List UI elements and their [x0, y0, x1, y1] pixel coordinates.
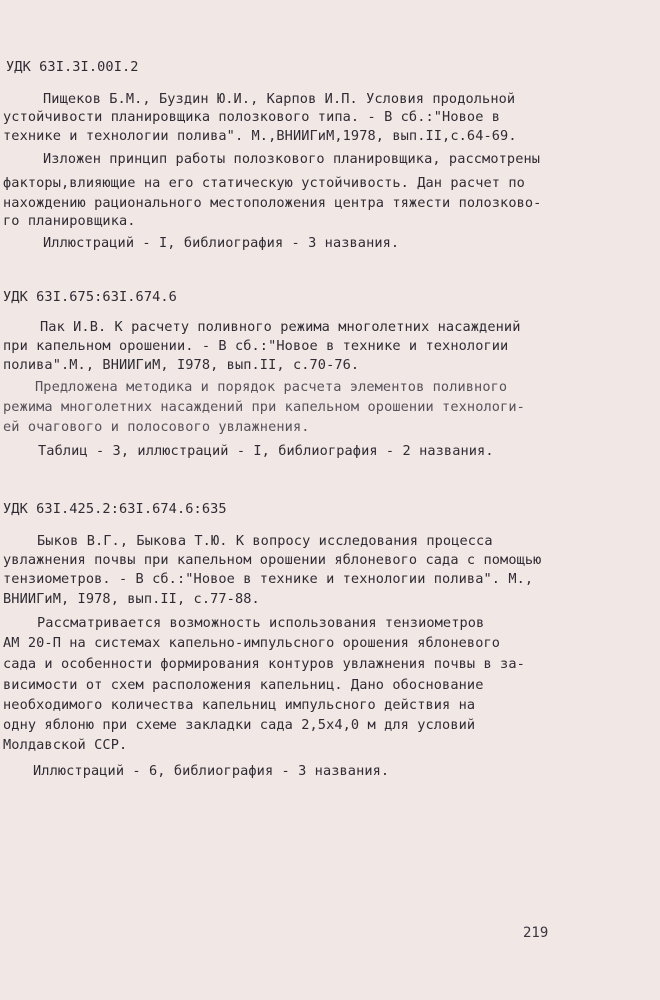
abstract-line: факторы,влияющие на его статическую устойчивость. Дан расчет по [3, 175, 525, 191]
abstract-line: одну яблоню при схеме закладки сада 2,5х4,0 м для условий [3, 717, 476, 733]
udk-code: УДК 63I.675:63I.674.6 [3, 289, 177, 305]
abstract-line: Молдавской ССР. [3, 737, 128, 753]
abstract-line: Рассматривается возможность использования тензиометров [37, 615, 485, 631]
abstract-line: ей очагового и полосового увлажнения. [3, 419, 310, 435]
abstract-line: увлажнения почвы при капельном орошении яблоневого сада с помощью [3, 552, 542, 568]
abstract-line: технике и технологии полива". М.,ВНИИГиМ,1978, вып.II,с.64-69. [3, 128, 517, 144]
abstract-line: Изложен принцип работы полозкового планировщика, рассмотрены [43, 151, 541, 167]
abstract-line: режима многолетних насаждений при капельном орошении технологи- [3, 399, 525, 415]
abstract-line: го планировщика. [3, 213, 136, 229]
abstract-line: при капельном орошении. - В сб.:"Новое в технике и технологии [3, 338, 509, 354]
abstract-line: Пак И.В. К расчету поливного режима многолетних насаждений [40, 319, 521, 335]
abstract-line: ВНИИГиМ, I978, вып.II, с.77-88. [3, 591, 260, 607]
udk-code: УДК 63I.425.2:63I.674.6:635 [3, 501, 227, 517]
abstract-line: нахождению рационального местоположения центра тяжести полозково- [3, 195, 542, 211]
page-number: 219 [523, 925, 549, 941]
abstract-line: Пищеков Б.М., Буздин Ю.И., Карпов И.П. Условия продольной [43, 91, 516, 107]
abstract-line: тензиометров. - В сб.:"Новое в технике и технологии полива". М., [3, 571, 534, 587]
bibliography-line: Иллюстраций - I, библиография - 3 названия. [43, 235, 400, 251]
abstract-line: сада и особенности формирования контуров увлажнения почвы в за- [3, 656, 525, 672]
abstract-line: АМ 20-П на системах капельно-импульсного орошения яблоневого [3, 635, 501, 651]
bibliography-line: Таблиц - 3, иллюстраций - I, библиография - 2 названия. [38, 443, 494, 459]
abstract-line: полива".М., ВНИИГиМ, I978, вып.II, с.70-76. [3, 357, 360, 373]
abstract-line: висимости от схем расположения капельниц. Дано обоснование [3, 677, 484, 693]
abstract-line: Предложена методика и порядок расчета элементов поливного [35, 379, 508, 395]
abstract-line: необходимого количества капельниц импульсного действия на [3, 697, 476, 713]
abstract-line: устойчивости планировщика полозкового типа. - В сб.:"Новое в [3, 109, 501, 125]
udk-code: УДК 63I.3I.00I.2 [6, 59, 139, 75]
bibliography-line: Иллюстраций - 6, библиография - 3 названия. [33, 763, 390, 779]
abstract-line: Быков В.Г., Быкова Т.Ю. К вопросу исследования процесса [37, 533, 493, 549]
